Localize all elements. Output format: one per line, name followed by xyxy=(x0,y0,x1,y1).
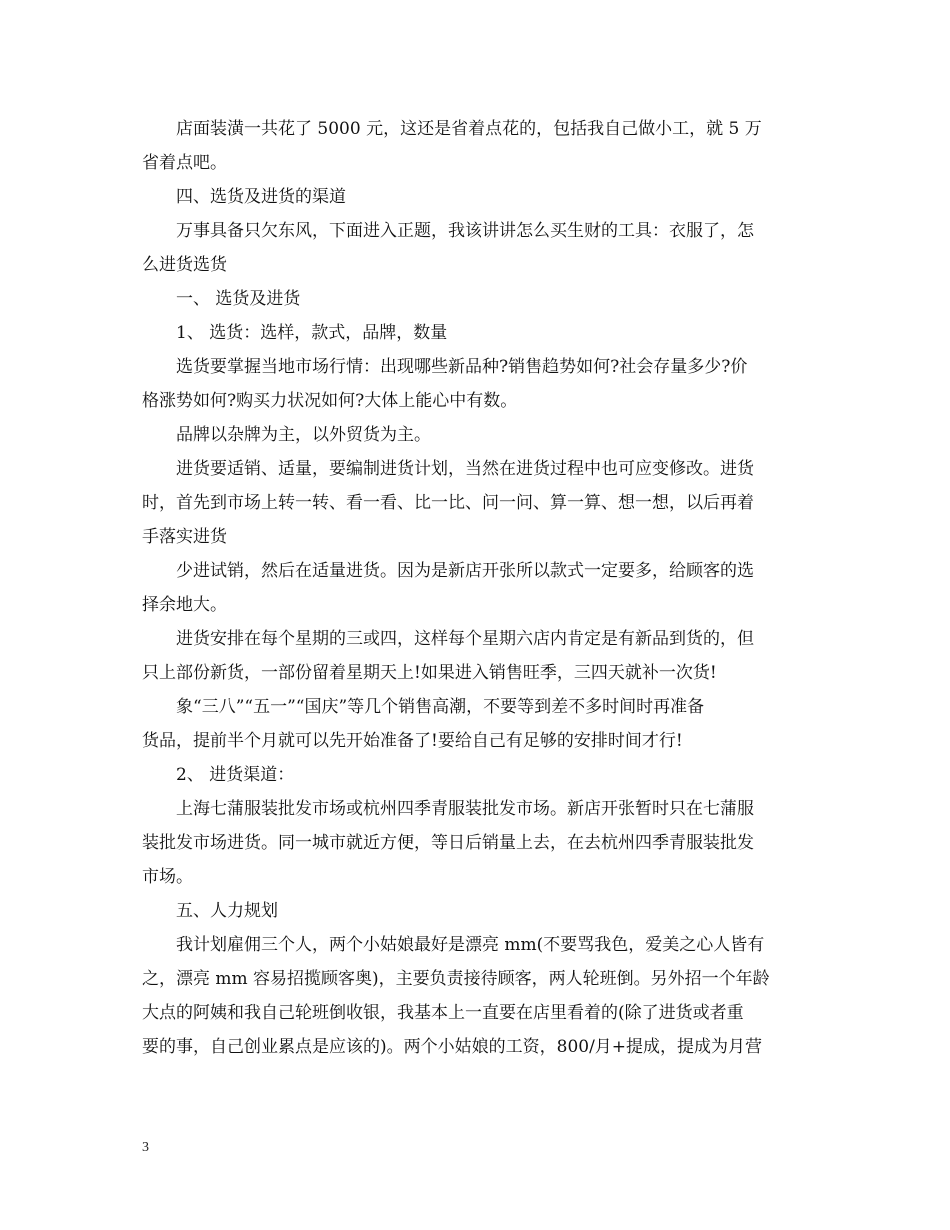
text-line: 2、 进货渠道： xyxy=(176,765,295,785)
document-body xyxy=(142,112,810,1064)
text-line: 象“三八”“五一”“国庆”等几个销售高潮，不要等到差不多时间时再准备 xyxy=(176,697,705,717)
paragraph xyxy=(142,928,810,1064)
text-line: 格涨势如何?购买力状况如何?大体上能心中有数。 xyxy=(142,391,518,411)
text-line: 品牌以杂牌为主，以外贸货为主。 xyxy=(176,425,431,445)
paragraph xyxy=(142,894,810,928)
text-line: 手落实进货 xyxy=(142,527,227,547)
paragraph xyxy=(142,180,810,214)
text-line: 四、选货及进货的渠道 xyxy=(176,187,346,207)
page-number: 3 xyxy=(142,1140,149,1155)
paragraph xyxy=(142,622,810,690)
text-line: 一、 选货及进货 xyxy=(176,289,301,309)
text-line: 五、人力规划 xyxy=(176,901,278,921)
text-line: 万事具备只欠东风，下面进入正题，我该讲讲怎么买生财的工具：衣服了，怎 xyxy=(176,221,754,241)
text-line: 之，漂亮 mm 容易招揽顾客奥)，主要负责接待顾客，两人轮班倒。另外招一个年龄 xyxy=(142,969,770,989)
text-line: 省着点吧。 xyxy=(142,153,227,173)
text-line: 少进试销，然后在适量进货。因为是新店开张所以款式一定要多，给顾客的选 xyxy=(176,561,754,581)
paragraph xyxy=(142,112,810,180)
paragraph xyxy=(142,418,810,452)
text-line: 择余地大。 xyxy=(142,595,227,615)
paragraph xyxy=(142,316,810,350)
paragraph xyxy=(142,282,810,316)
text-line: 进货要适销、适量，要编制进货计划，当然在进货过程中也可应变修改。进货 xyxy=(176,459,754,479)
text-line: 上海七蒲服装批发市场或杭州四季青服装批发市场。新店开张暂时只在七蒲服 xyxy=(176,799,754,819)
text-line: 只上部份新货，一部份留着星期天上!如果进入销售旺季，三四天就补一次货! xyxy=(142,663,717,683)
text-line: 店面装潢一共花了 5000 元，这还是省着点花的，包括我自己做小工，就 5 万 xyxy=(176,119,762,139)
text-line: 进货安排在每个星期的三或四，这样每个星期六店内肯定是有新品到货的，但 xyxy=(176,629,754,649)
paragraph xyxy=(142,350,810,418)
paragraph xyxy=(142,758,810,792)
paragraph xyxy=(142,690,810,758)
paragraph xyxy=(142,792,810,894)
text-line: 选货要掌握当地市场行情：出现哪些新品种?销售趋势如何?社会存量多少?价 xyxy=(176,357,748,377)
paragraph xyxy=(142,452,810,554)
paragraph xyxy=(142,214,810,282)
text-line: 货品，提前半个月就可以先开始准备了!要给自己有足够的安排时间才行! xyxy=(142,731,683,751)
text-line: 么进货选货 xyxy=(142,255,227,275)
paragraph xyxy=(142,554,810,622)
text-line: 1、 选货：选样，款式，品牌，数量 xyxy=(176,323,448,343)
text-line: 大点的阿姨和我自己轮班倒收银，我基本上一直要在店里看着的(除了进货或者重 xyxy=(142,1003,744,1023)
text-line: 要的事，自己创业累点是应该的)。两个小姑娘的工资，800/月+提成，提成为月营 xyxy=(142,1037,763,1057)
text-line: 装批发市场进货。同一城市就近方便，等日后销量上去，在去杭州四季青服装批发 xyxy=(142,833,754,853)
text-line: 时，首先到市场上转一转、看一看、比一比、问一问、算一算、想一想，以后再着 xyxy=(142,493,754,513)
text-line: 我计划雇佣三个人，两个小姑娘最好是漂亮 mm(不要骂我色，爱美之心人皆有 xyxy=(176,935,765,955)
text-line: 市场。 xyxy=(142,867,193,887)
